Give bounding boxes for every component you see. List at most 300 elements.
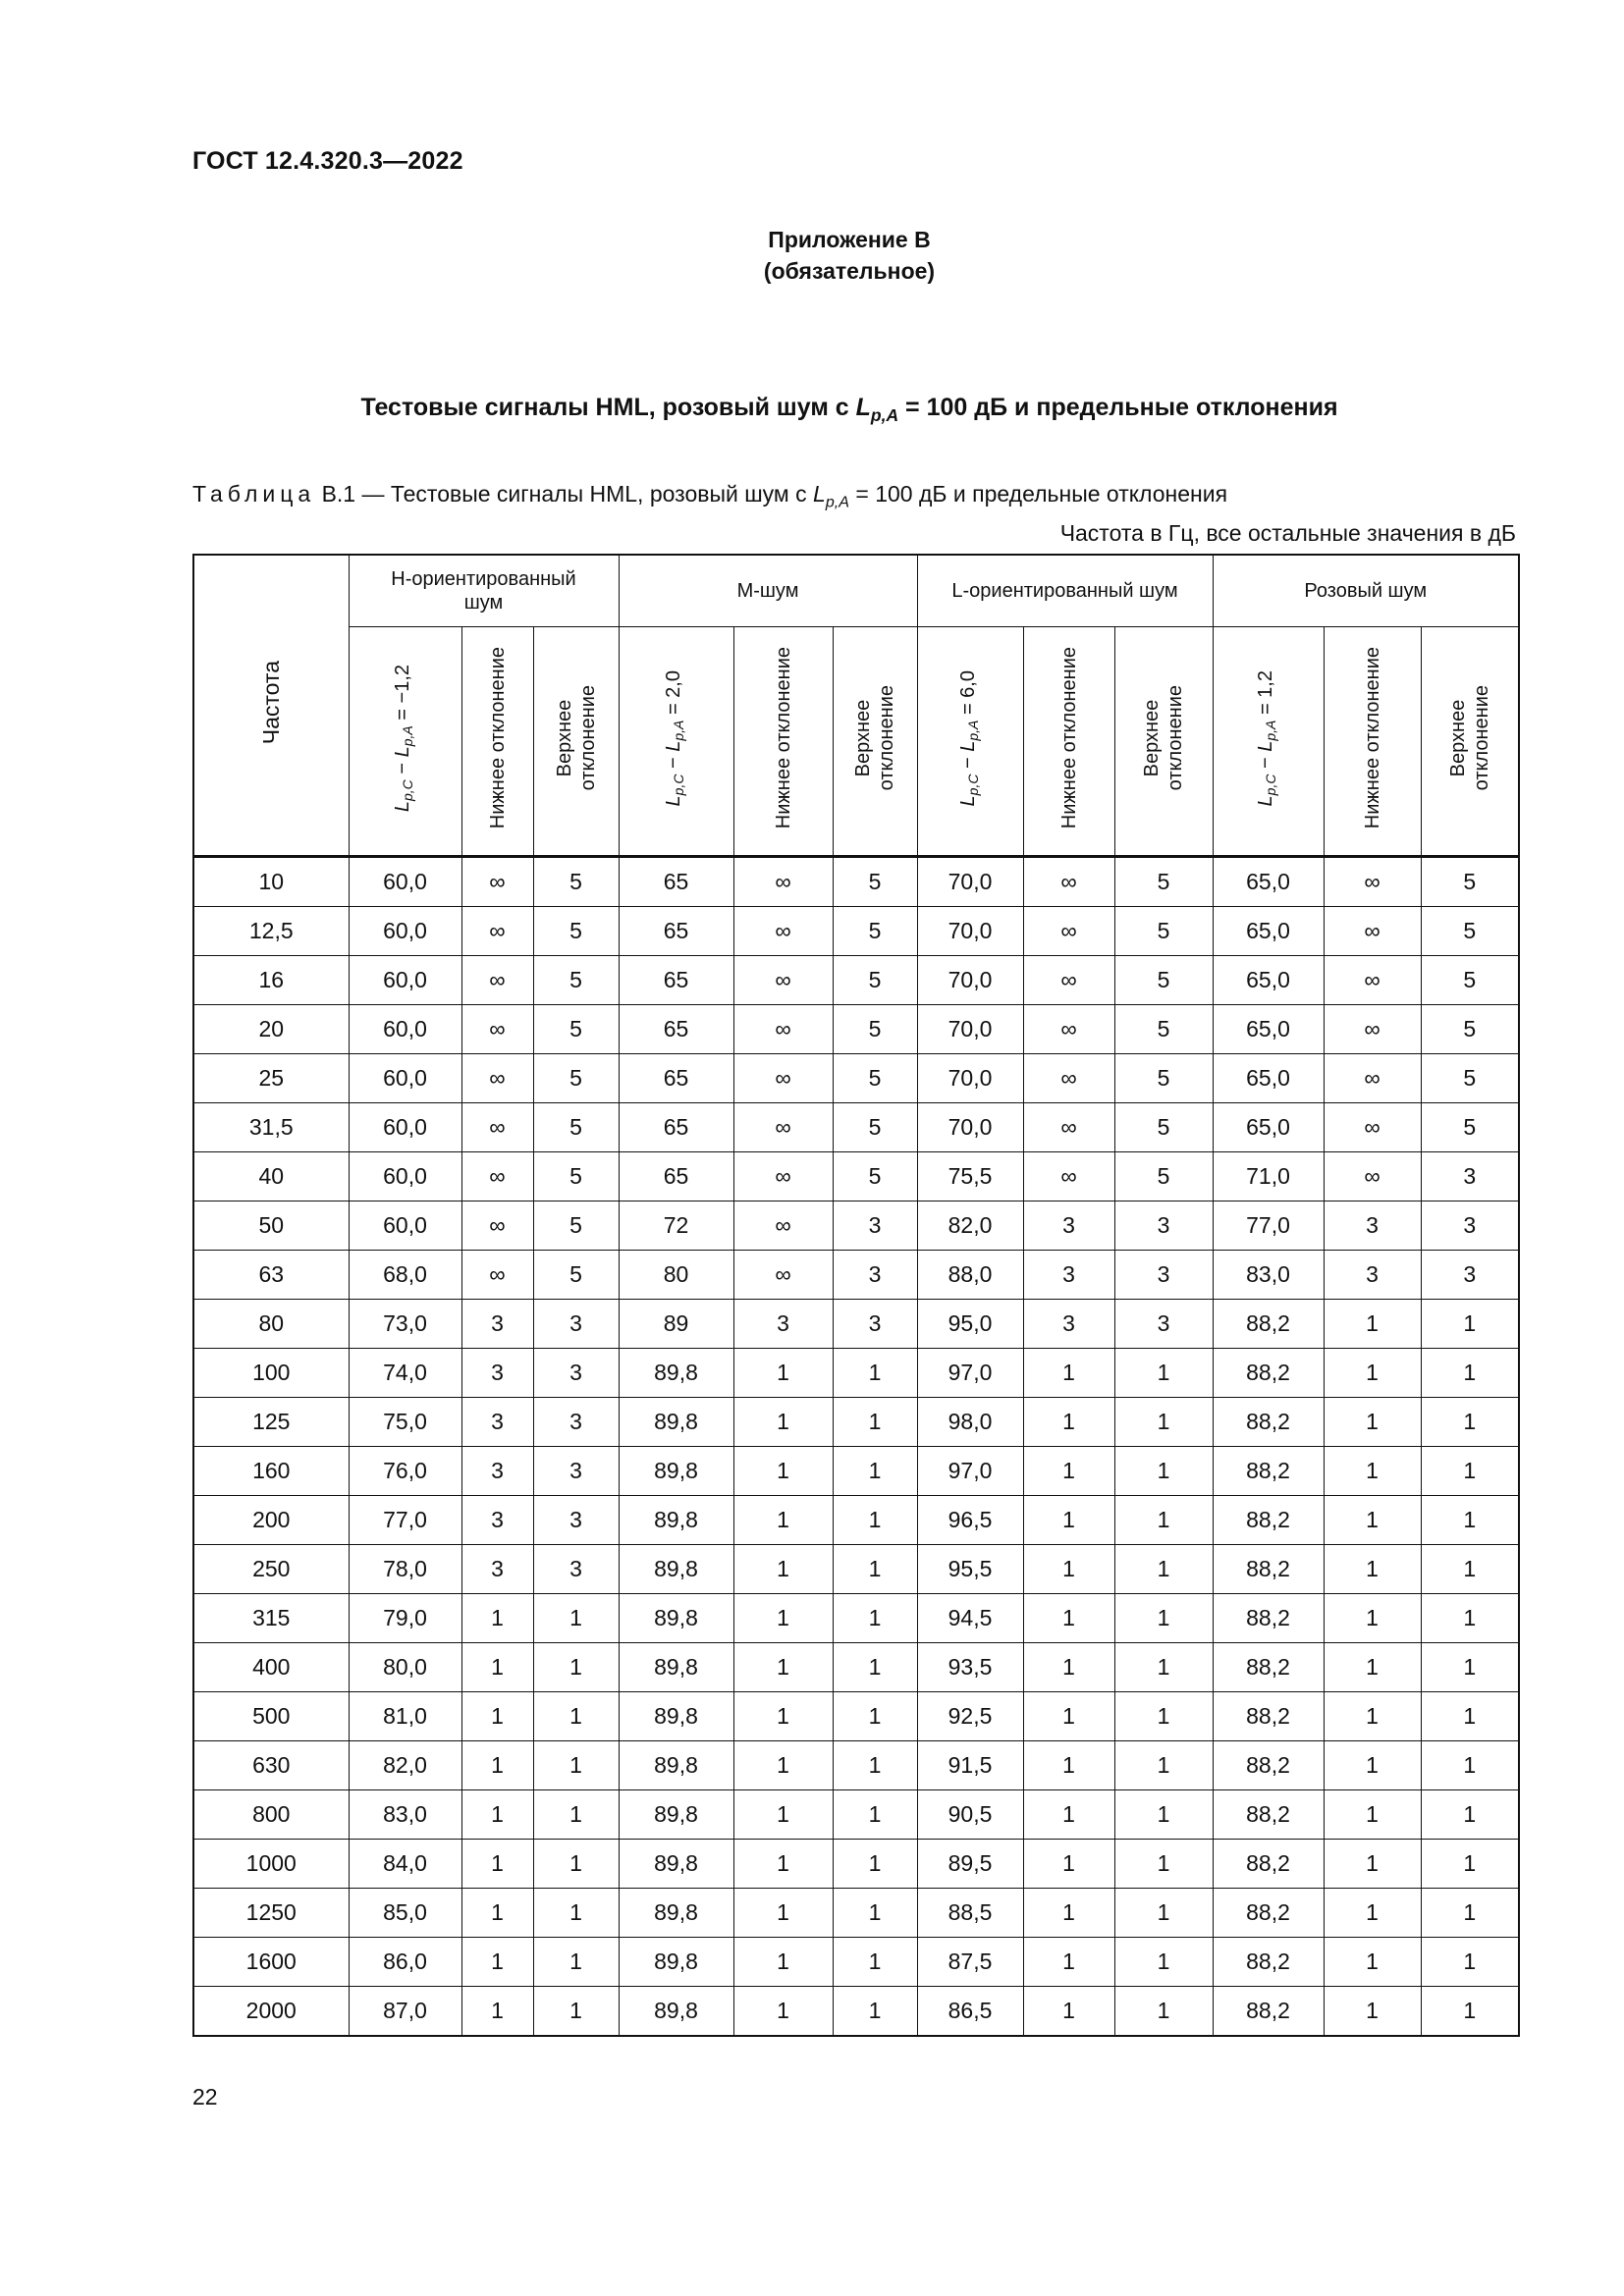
- value-cell: 65,0: [1213, 857, 1324, 907]
- value-cell: 3: [1023, 1251, 1114, 1300]
- value-cell: 1: [1114, 1594, 1213, 1643]
- value-cell: 65,0: [1213, 1054, 1324, 1103]
- value-cell: 80,0: [349, 1643, 461, 1692]
- value-cell: 1: [1324, 1741, 1421, 1790]
- value-cell: 3: [533, 1300, 619, 1349]
- value-cell: 3: [533, 1545, 619, 1594]
- value-cell: 1: [1023, 1692, 1114, 1741]
- value-cell: 3: [833, 1201, 917, 1251]
- lower-deviation-label: Нижнее отклонение: [772, 647, 794, 829]
- test-signals-table: [192, 554, 1520, 2037]
- level-difference-value: 6,0: [956, 669, 979, 698]
- lower-deviation-header: [733, 627, 833, 857]
- value-cell: 77,0: [349, 1496, 461, 1545]
- equals-sign: =: [392, 703, 413, 726]
- value-cell: ∞: [461, 1005, 533, 1054]
- level-difference-header: [917, 627, 1023, 857]
- group-header: [917, 555, 1213, 627]
- header-row-groups: [193, 555, 1519, 627]
- value-cell: 3: [1421, 1201, 1519, 1251]
- value-cell: 1: [1114, 1545, 1213, 1594]
- value-cell: 89,8: [619, 1741, 733, 1790]
- value-cell: 80: [619, 1251, 733, 1300]
- value-cell: 1: [1023, 1398, 1114, 1447]
- upper-deviation-header: [1421, 627, 1519, 857]
- frequency-cell: 31,5: [193, 1103, 349, 1152]
- value-cell: 5: [1114, 857, 1213, 907]
- value-cell: ∞: [1023, 907, 1114, 956]
- value-cell: 1: [733, 1594, 833, 1643]
- frequency-cell: 160: [193, 1447, 349, 1496]
- level-difference-header: [349, 627, 461, 857]
- value-cell: 88,2: [1213, 1594, 1324, 1643]
- level-difference-label: [1254, 670, 1282, 806]
- value-cell: 5: [1114, 907, 1213, 956]
- value-cell: ∞: [733, 1005, 833, 1054]
- value-cell: 3: [1023, 1300, 1114, 1349]
- section-title-text-end: = 100 дБ и предельные отклонения: [898, 394, 1338, 421]
- value-cell: 3: [1114, 1300, 1213, 1349]
- value-cell: 1: [833, 1987, 917, 2037]
- value-cell: ∞: [1023, 1103, 1114, 1152]
- value-cell: 1: [833, 1938, 917, 1987]
- lower-deviation-header: [1023, 627, 1114, 857]
- equals-sign: =: [956, 697, 979, 721]
- frequency-cell: 50: [193, 1201, 349, 1251]
- value-cell: 1: [533, 1938, 619, 1987]
- value-cell: 96,5: [917, 1496, 1023, 1545]
- value-cell: 1: [1023, 1889, 1114, 1938]
- value-cell: 65,0: [1213, 956, 1324, 1005]
- value-cell: 89,8: [619, 1840, 733, 1889]
- value-cell: 3: [1421, 1152, 1519, 1201]
- value-cell: 1: [1324, 1496, 1421, 1545]
- value-cell: 1: [733, 1545, 833, 1594]
- value-cell: 1: [461, 1790, 533, 1840]
- value-cell: 5: [833, 1152, 917, 1201]
- table-row: [193, 1152, 1519, 1201]
- value-cell: 1: [1023, 1790, 1114, 1840]
- value-cell: 88,2: [1213, 1889, 1324, 1938]
- table-caption-subscript: p,A: [825, 493, 849, 511]
- frequency-cell: 100: [193, 1349, 349, 1398]
- frequency-cell: 2000: [193, 1987, 349, 2037]
- value-cell: 1: [1114, 1840, 1213, 1889]
- value-cell: 70,0: [917, 907, 1023, 956]
- value-cell: 1: [1023, 1545, 1114, 1594]
- value-cell: 5: [833, 1103, 917, 1152]
- frequency-cell: 20: [193, 1005, 349, 1054]
- value-cell: 1: [733, 1790, 833, 1840]
- upper-deviation-label: [1140, 685, 1187, 790]
- value-cell: ∞: [461, 956, 533, 1005]
- value-cell: 95,5: [917, 1545, 1023, 1594]
- table-row: [193, 1790, 1519, 1840]
- value-cell: 5: [533, 1103, 619, 1152]
- value-cell: 3: [461, 1496, 533, 1545]
- table-row: [193, 1594, 1519, 1643]
- value-cell: 1: [1421, 1938, 1519, 1987]
- value-cell: ∞: [1023, 1152, 1114, 1201]
- value-cell: 1: [1114, 1496, 1213, 1545]
- value-cell: 3: [1324, 1251, 1421, 1300]
- value-cell: 3: [461, 1447, 533, 1496]
- value-cell: 1: [1114, 1987, 1213, 2037]
- section-title: [0, 394, 1624, 426]
- value-cell: 1: [1324, 1300, 1421, 1349]
- value-cell: ∞: [461, 857, 533, 907]
- value-cell: 87,5: [917, 1938, 1023, 1987]
- value-cell: 1: [1324, 1545, 1421, 1594]
- value-cell: 89,8: [619, 1987, 733, 2037]
- value-cell: 5: [1421, 1005, 1519, 1054]
- value-cell: 3: [461, 1398, 533, 1447]
- value-cell: 1: [461, 1938, 533, 1987]
- value-cell: 3: [533, 1398, 619, 1447]
- value-cell: 88,2: [1213, 1349, 1324, 1398]
- value-cell: 1: [461, 1987, 533, 2037]
- upper-deviation-line1: Верхнее: [852, 699, 875, 777]
- value-cell: ∞: [461, 907, 533, 956]
- value-cell: 88,2: [1213, 1300, 1324, 1349]
- value-cell: 1: [733, 1889, 833, 1938]
- value-cell: 3: [1114, 1251, 1213, 1300]
- level-difference-label: [956, 670, 985, 806]
- table-caption-label: Таблица: [192, 481, 316, 507]
- value-cell: 83,0: [1213, 1251, 1324, 1300]
- value-cell: 3: [1324, 1201, 1421, 1251]
- frequency-cell: 1250: [193, 1889, 349, 1938]
- value-cell: 1: [1023, 1447, 1114, 1496]
- value-cell: 89,8: [619, 1938, 733, 1987]
- table-row: [193, 1300, 1519, 1349]
- value-cell: 3: [1421, 1251, 1519, 1300]
- upper-deviation-label: [553, 685, 600, 790]
- level-difference-label: [662, 670, 690, 806]
- value-cell: 1: [1324, 1987, 1421, 2037]
- level-difference-value: −1,2: [392, 664, 413, 704]
- value-cell: 1: [461, 1741, 533, 1790]
- frequency-cell: 315: [193, 1594, 349, 1643]
- frequency-cell: 200: [193, 1496, 349, 1545]
- value-cell: 88,2: [1213, 1938, 1324, 1987]
- value-cell: 95,0: [917, 1300, 1023, 1349]
- symbol-l: L: [1255, 740, 1277, 752]
- value-cell: ∞: [461, 1152, 533, 1201]
- equals-sign: =: [663, 697, 685, 721]
- value-cell: 71,0: [1213, 1152, 1324, 1201]
- frequency-cell: 1000: [193, 1840, 349, 1889]
- value-cell: 88,2: [1213, 1545, 1324, 1594]
- value-cell: 1: [833, 1840, 917, 1889]
- table-row: [193, 907, 1519, 956]
- lower-deviation-header: [461, 627, 533, 857]
- value-cell: 1: [1114, 1349, 1213, 1398]
- value-cell: 1: [1324, 1790, 1421, 1840]
- value-cell: 70,0: [917, 857, 1023, 907]
- frequency-cell: 125: [193, 1398, 349, 1447]
- value-cell: ∞: [1324, 907, 1421, 956]
- frequency-cell: 630: [193, 1741, 349, 1790]
- frequency-cell: 10: [193, 857, 349, 907]
- value-cell: 1: [1421, 1398, 1519, 1447]
- value-cell: 1: [461, 1840, 533, 1889]
- value-cell: 5: [833, 956, 917, 1005]
- value-cell: 1: [1114, 1692, 1213, 1741]
- value-cell: 98,0: [917, 1398, 1023, 1447]
- frequency-cell: 25: [193, 1054, 349, 1103]
- appendix-heading: [0, 224, 1624, 287]
- table-row: [193, 857, 1519, 907]
- value-cell: 3: [1023, 1201, 1114, 1251]
- value-cell: 1: [1421, 1447, 1519, 1496]
- value-cell: 60,0: [349, 1103, 461, 1152]
- value-cell: 1: [1421, 1741, 1519, 1790]
- value-cell: 3: [833, 1300, 917, 1349]
- value-cell: 1: [833, 1741, 917, 1790]
- value-cell: ∞: [1324, 1103, 1421, 1152]
- value-cell: 1: [833, 1545, 917, 1594]
- value-cell: 89,8: [619, 1692, 733, 1741]
- value-cell: 88,2: [1213, 1692, 1324, 1741]
- value-cell: 84,0: [349, 1840, 461, 1889]
- value-cell: 1: [1421, 1840, 1519, 1889]
- value-cell: 65: [619, 1005, 733, 1054]
- value-cell: ∞: [733, 1152, 833, 1201]
- value-cell: 1: [833, 1692, 917, 1741]
- value-cell: 1: [833, 1349, 917, 1398]
- value-cell: 97,0: [917, 1447, 1023, 1496]
- value-cell: 1: [733, 1987, 833, 2037]
- group-header-line1: Розовый шум: [1304, 580, 1428, 602]
- symbol-l: L: [663, 740, 685, 752]
- lower-deviation-label: Нижнее отклонение: [1361, 647, 1383, 829]
- level-difference-value: 1,2: [1255, 669, 1277, 698]
- value-cell: 1: [1023, 1840, 1114, 1889]
- appendix-status: (обязательное): [763, 258, 936, 284]
- value-cell: 65: [619, 1103, 733, 1152]
- symbol-l: L: [1255, 795, 1277, 807]
- value-cell: 68,0: [349, 1251, 461, 1300]
- value-cell: 88,5: [917, 1889, 1023, 1938]
- value-cell: ∞: [733, 1103, 833, 1152]
- frequency-cell: 16: [193, 956, 349, 1005]
- value-cell: 1: [1421, 1790, 1519, 1840]
- value-cell: 89,8: [619, 1545, 733, 1594]
- frequency-cell: 800: [193, 1790, 349, 1840]
- value-cell: 91,5: [917, 1741, 1023, 1790]
- value-cell: 86,0: [349, 1938, 461, 1987]
- value-cell: 5: [533, 1251, 619, 1300]
- section-title-subscript: p,A: [870, 405, 899, 425]
- value-cell: 88,2: [1213, 1643, 1324, 1692]
- value-cell: 1: [1023, 1594, 1114, 1643]
- value-cell: 1: [1421, 1692, 1519, 1741]
- value-cell: 3: [1114, 1201, 1213, 1251]
- value-cell: 82,0: [349, 1741, 461, 1790]
- value-cell: ∞: [1324, 956, 1421, 1005]
- value-cell: 89,8: [619, 1349, 733, 1398]
- frequency-header: [193, 555, 349, 857]
- value-cell: 88,2: [1213, 1987, 1324, 2037]
- table-caption-text: В.1 — Тестовые сигналы HML, розовый шум с: [315, 481, 814, 507]
- table-row: [193, 1054, 1519, 1103]
- value-cell: 5: [533, 907, 619, 956]
- value-cell: 89,8: [619, 1889, 733, 1938]
- subscript-pa: p,A: [1263, 720, 1279, 741]
- value-cell: ∞: [733, 1251, 833, 1300]
- value-cell: 1: [1114, 1790, 1213, 1840]
- table-caption-text-end: = 100 дБ и предельные отклонения: [849, 481, 1228, 507]
- value-cell: ∞: [461, 1103, 533, 1152]
- value-cell: 60,0: [349, 857, 461, 907]
- value-cell: 86,5: [917, 1987, 1023, 2037]
- value-cell: ∞: [733, 907, 833, 956]
- frequency-cell: 250: [193, 1545, 349, 1594]
- lower-deviation-label: Нижнее отклонение: [486, 647, 509, 829]
- value-cell: 78,0: [349, 1545, 461, 1594]
- upper-deviation-line2: отклонение: [1470, 685, 1492, 791]
- table-row: [193, 1201, 1519, 1251]
- level-difference-value: 2,0: [663, 669, 685, 698]
- table-row: [193, 1692, 1519, 1741]
- value-cell: 1: [533, 1692, 619, 1741]
- value-cell: 1: [533, 1643, 619, 1692]
- upper-deviation-line2: отклонение: [1164, 685, 1187, 791]
- value-cell: ∞: [733, 1201, 833, 1251]
- value-cell: 1: [1421, 1643, 1519, 1692]
- value-cell: 1: [1324, 1349, 1421, 1398]
- value-cell: 85,0: [349, 1889, 461, 1938]
- subscript-pc: p,C: [400, 779, 415, 801]
- value-cell: 5: [1421, 956, 1519, 1005]
- value-cell: 1: [1023, 1349, 1114, 1398]
- subscript-pc: p,C: [671, 774, 687, 796]
- value-cell: 3: [533, 1496, 619, 1545]
- value-cell: 5: [533, 1152, 619, 1201]
- value-cell: 1: [1324, 1889, 1421, 1938]
- subscript-pa: p,A: [964, 720, 981, 741]
- value-cell: 5: [833, 907, 917, 956]
- symbol-l: L: [392, 800, 413, 813]
- value-cell: 88,0: [917, 1251, 1023, 1300]
- value-cell: 60,0: [349, 1152, 461, 1201]
- value-cell: 89,8: [619, 1398, 733, 1447]
- value-cell: 1: [1114, 1889, 1213, 1938]
- group-header-line1: Н-ориентированный: [391, 568, 576, 590]
- value-cell: 1: [1421, 1496, 1519, 1545]
- value-cell: 5: [833, 857, 917, 907]
- table-row: [193, 1840, 1519, 1889]
- value-cell: 5: [533, 857, 619, 907]
- value-cell: 5: [533, 956, 619, 1005]
- value-cell: 89,8: [619, 1594, 733, 1643]
- value-cell: 1: [533, 1987, 619, 2037]
- group-header-line1: L-ориентированный шум: [951, 580, 1178, 602]
- table-row: [193, 1987, 1519, 2037]
- value-cell: 5: [1421, 1054, 1519, 1103]
- value-cell: 70,0: [917, 1103, 1023, 1152]
- level-difference-header: [1213, 627, 1324, 857]
- value-cell: 5: [1114, 956, 1213, 1005]
- upper-deviation-line1: Верхнее: [1446, 699, 1469, 777]
- value-cell: 1: [833, 1643, 917, 1692]
- value-cell: 73,0: [349, 1300, 461, 1349]
- value-cell: 83,0: [349, 1790, 461, 1840]
- table-row: [193, 1889, 1519, 1938]
- value-cell: 65,0: [1213, 907, 1324, 956]
- value-cell: 1: [1324, 1840, 1421, 1889]
- value-cell: 1: [733, 1938, 833, 1987]
- value-cell: 89,8: [619, 1447, 733, 1496]
- value-cell: ∞: [461, 1251, 533, 1300]
- value-cell: 1: [733, 1741, 833, 1790]
- upper-deviation-header: [833, 627, 917, 857]
- value-cell: 65: [619, 907, 733, 956]
- value-cell: 77,0: [1213, 1201, 1324, 1251]
- value-cell: 1: [1023, 1741, 1114, 1790]
- table-row: [193, 1545, 1519, 1594]
- section-title-text: Тестовые сигналы HML, розовый шум с: [360, 394, 856, 421]
- value-cell: 1: [733, 1398, 833, 1447]
- value-cell: 3: [833, 1251, 917, 1300]
- group-header: [619, 555, 917, 627]
- header-row-subcolumns: [193, 627, 1519, 857]
- value-cell: 1: [833, 1594, 917, 1643]
- upper-deviation-header: [1114, 627, 1213, 857]
- table-row: [193, 1398, 1519, 1447]
- value-cell: 1: [1114, 1938, 1213, 1987]
- subscript-pc: p,C: [964, 774, 981, 796]
- value-cell: 1: [461, 1643, 533, 1692]
- value-cell: 97,0: [917, 1349, 1023, 1398]
- value-cell: 5: [533, 1005, 619, 1054]
- value-cell: 65: [619, 956, 733, 1005]
- value-cell: 1: [1324, 1643, 1421, 1692]
- level-difference-header: [619, 627, 733, 857]
- value-cell: 1: [1324, 1398, 1421, 1447]
- page-number: 22: [192, 2084, 218, 2109]
- value-cell: 65: [619, 1152, 733, 1201]
- value-cell: 88,2: [1213, 1790, 1324, 1840]
- value-cell: ∞: [461, 1054, 533, 1103]
- units-note: Частота в Гц, все остальные значения в дБ: [1059, 520, 1516, 546]
- symbol-l: L: [956, 740, 979, 752]
- value-cell: 92,5: [917, 1692, 1023, 1741]
- value-cell: 1: [733, 1643, 833, 1692]
- table-row: [193, 1496, 1519, 1545]
- group-header-line1: М-шум: [736, 580, 799, 602]
- value-cell: 1: [461, 1594, 533, 1643]
- value-cell: 1: [1324, 1594, 1421, 1643]
- value-cell: ∞: [1023, 956, 1114, 1005]
- value-cell: 1: [1324, 1692, 1421, 1741]
- value-cell: 94,5: [917, 1594, 1023, 1643]
- minus-sign: −: [1255, 751, 1277, 774]
- upper-deviation-label: [1446, 685, 1493, 790]
- value-cell: ∞: [1023, 857, 1114, 907]
- table-row: [193, 1349, 1519, 1398]
- subscript-pa: p,A: [671, 720, 687, 741]
- symbol-l: L: [663, 795, 685, 807]
- value-cell: 89,8: [619, 1643, 733, 1692]
- value-cell: 1: [733, 1349, 833, 1398]
- value-cell: 88,2: [1213, 1741, 1324, 1790]
- value-cell: 72: [619, 1201, 733, 1251]
- value-cell: 3: [461, 1349, 533, 1398]
- level-difference-label: [391, 665, 419, 812]
- value-cell: 65,0: [1213, 1103, 1324, 1152]
